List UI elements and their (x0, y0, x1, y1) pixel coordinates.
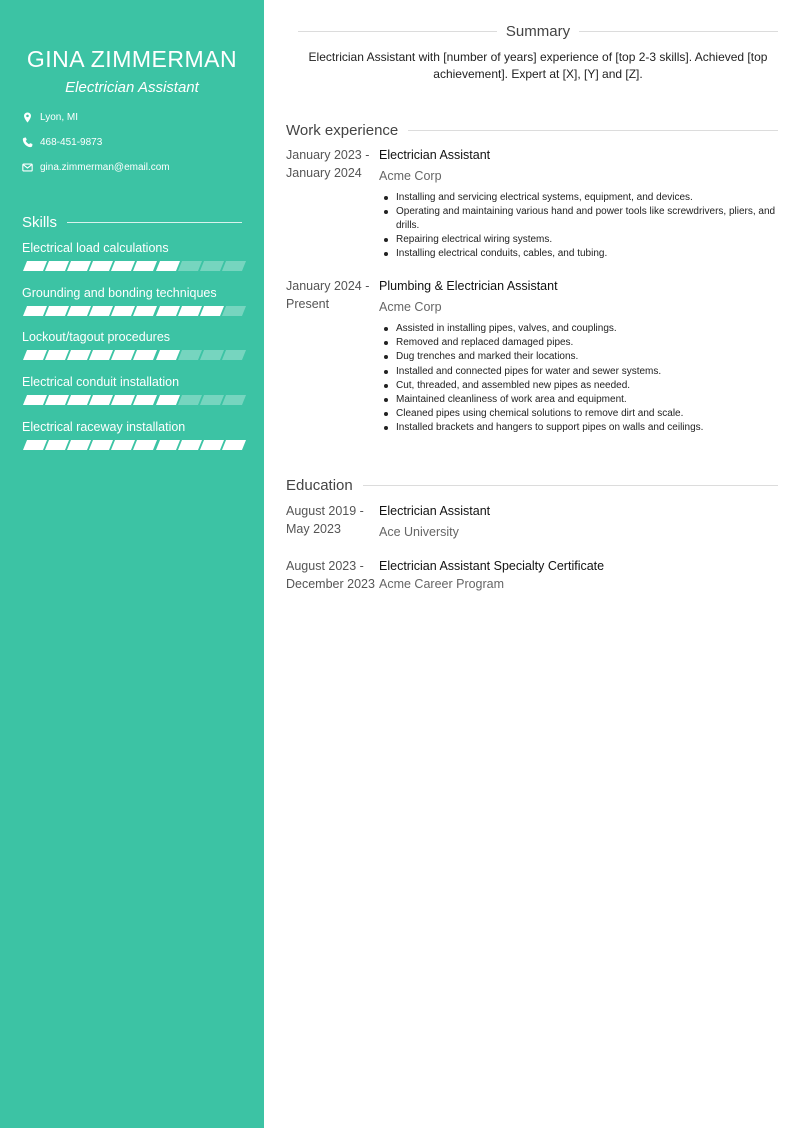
skill-level-segment (89, 350, 113, 360)
skill-level-bar (22, 440, 246, 450)
skill-item (22, 330, 246, 360)
degree-title: Electrician Assistant Specialty Certificate (379, 559, 605, 573)
entry-dates (286, 502, 378, 538)
phone-icon (22, 137, 33, 148)
skill-level-bar (22, 306, 246, 316)
bullet-item: Cleaned pipes using chemical solutions to remove dirt and scale. (379, 407, 779, 421)
company-name: Acme Corp (379, 169, 442, 183)
contact-email (22, 162, 170, 173)
skill-item (22, 241, 246, 271)
skill-level-segment (156, 440, 180, 450)
skill-level-segment (178, 395, 202, 405)
skill-level-segment (23, 350, 47, 360)
bullet-item: Installed and connected pipes for water and sewer systems. (379, 365, 779, 379)
candidate-role: Electrician Assistant (65, 79, 199, 96)
job-title: Electrician Assistant (379, 148, 491, 162)
education-divider (363, 485, 778, 486)
envelope-icon (22, 162, 33, 173)
skill-name: Electrical conduit installation (22, 375, 180, 389)
skill-level-segment (111, 261, 135, 271)
bullet-item: Removed and replaced damaged pipes. (379, 336, 779, 350)
skill-level-segment (200, 350, 224, 360)
company-name: Acme Corp (379, 300, 442, 314)
date-start: August 2023 - (286, 559, 364, 573)
bullet-item: Installed brackets and hangers to support pipes on walls and ceilings. (379, 421, 779, 435)
bullet-item: Operating and maintaining various hand and power tools like screwdrivers, pliers, and drills. (379, 205, 779, 232)
skill-level-segment (222, 350, 246, 360)
skill-level-segment (133, 261, 157, 271)
skill-level-segment (200, 440, 224, 450)
candidate-name: GINA ZIMMERMAN (26, 46, 238, 72)
skill-level-segment (156, 350, 180, 360)
contact-location (22, 112, 78, 123)
date-end: December 2023 (286, 577, 375, 591)
entry-body (379, 557, 779, 593)
skill-level-segment (23, 261, 47, 271)
bullet-item: Repairing electrical wiring systems. (379, 233, 779, 247)
entry-body (379, 277, 779, 436)
skill-level-segment (222, 306, 246, 316)
date-start: January 2024 - (286, 279, 370, 293)
skill-level-segment (222, 440, 246, 450)
skill-item (22, 375, 246, 405)
work-title: Work experience (286, 122, 399, 139)
school-name: Ace University (379, 525, 459, 539)
education-heading (286, 477, 778, 494)
skill-level-segment (111, 306, 135, 316)
skill-item (22, 286, 246, 316)
job-bullets (379, 322, 779, 435)
skill-level-segment (133, 350, 157, 360)
skill-level-bar (22, 261, 246, 271)
date-start: August 2019 - (286, 504, 364, 518)
skill-level-segment (156, 306, 180, 316)
work-divider (408, 130, 778, 131)
degree-title: Electrician Assistant (379, 504, 491, 518)
skill-level-segment (178, 440, 202, 450)
education-title: Education (286, 477, 353, 494)
skill-level-segment (200, 395, 224, 405)
entry-body (379, 502, 779, 541)
bullet-item: Assisted in installing pipes, valves, and couplings. (379, 322, 779, 336)
skill-level-segment (67, 306, 91, 316)
skill-level-segment (45, 395, 69, 405)
skill-level-segment (133, 395, 157, 405)
summary-heading (298, 23, 778, 40)
skill-level-segment (89, 395, 113, 405)
skill-level-segment (67, 440, 91, 450)
skill-level-segment (45, 306, 69, 316)
skill-level-segment (111, 350, 135, 360)
skills-heading (22, 214, 242, 231)
entry-dates (286, 557, 378, 593)
bullet-item: Maintained cleanliness of work area and equipment. (379, 393, 779, 407)
bullet-item: Installing and servicing electrical systems, equipment, and devices. (379, 191, 779, 205)
skill-level-segment (23, 306, 47, 316)
summary-divider-right (579, 31, 778, 32)
skill-level-segment (67, 395, 91, 405)
skill-name: Electrical load calculations (22, 241, 169, 255)
skill-level-segment (67, 350, 91, 360)
skill-level-segment (156, 261, 180, 271)
bullet-item: Installing electrical conduits, cables, and tubing. (379, 247, 779, 261)
skill-level-segment (45, 350, 69, 360)
skill-level-segment (89, 440, 113, 450)
skill-level-segment (67, 261, 91, 271)
phone-text[interactable]: 468-451-9873 (40, 137, 103, 148)
date-start: January 2023 - (286, 148, 370, 162)
skill-level-segment (133, 440, 157, 450)
job-title: Plumbing & Electrician Assistant (379, 279, 558, 293)
skill-level-segment (23, 395, 47, 405)
email-text[interactable]: gina.zimmerman@email.com (40, 162, 170, 173)
skill-level-segment (156, 395, 180, 405)
school-name: Acme Career Program (379, 577, 505, 591)
contact-phone (22, 137, 102, 148)
skill-level-segment (111, 440, 135, 450)
skill-level-segment (222, 395, 246, 405)
skill-name: Lockout/tagout procedures (22, 330, 171, 344)
location-text: Lyon, MI (40, 112, 78, 123)
skill-level-segment (200, 261, 224, 271)
bullet-item: Dug trenches and marked their locations. (379, 350, 779, 364)
skill-level-segment (23, 440, 47, 450)
skill-level-segment (178, 306, 202, 316)
main-content (264, 0, 800, 1128)
entry-dates (286, 277, 378, 313)
skill-level-segment (45, 440, 69, 450)
bullet-item: Cut, threaded, and assembled new pipes as needed. (379, 379, 779, 393)
date-end: Present (286, 297, 330, 311)
location-pin-icon (22, 112, 33, 123)
sidebar (0, 0, 264, 1128)
entry-dates (286, 146, 378, 182)
skill-level-segment (111, 395, 135, 405)
date-end: January 2024 (286, 166, 362, 180)
job-bullets (379, 191, 779, 261)
work-heading (286, 122, 778, 139)
skill-level-segment (89, 306, 113, 316)
skill-name: Grounding and bonding techniques (22, 286, 217, 300)
skill-level-segment (133, 306, 157, 316)
summary-text: Electrician Assistant with [number of years] experience of [top 2-3 skills]. Achieved [top achievement]. Expert at [X], [Y] and [Z]. (308, 50, 768, 81)
skill-level-segment (45, 261, 69, 271)
skills-divider (67, 222, 242, 223)
skill-level-segment (200, 306, 224, 316)
skill-item (22, 420, 246, 450)
skills-title: Skills (22, 214, 58, 231)
skill-name: Electrical raceway installation (22, 420, 186, 434)
date-end: May 2023 (286, 522, 341, 536)
skill-level-bar (22, 350, 246, 360)
entry-body (379, 146, 779, 262)
skill-level-segment (89, 261, 113, 271)
summary-title: Summary (505, 23, 571, 40)
skill-level-segment (178, 261, 202, 271)
skill-level-bar (22, 395, 246, 405)
skill-level-segment (222, 261, 246, 271)
summary-divider-left (298, 31, 497, 32)
skill-level-segment (178, 350, 202, 360)
